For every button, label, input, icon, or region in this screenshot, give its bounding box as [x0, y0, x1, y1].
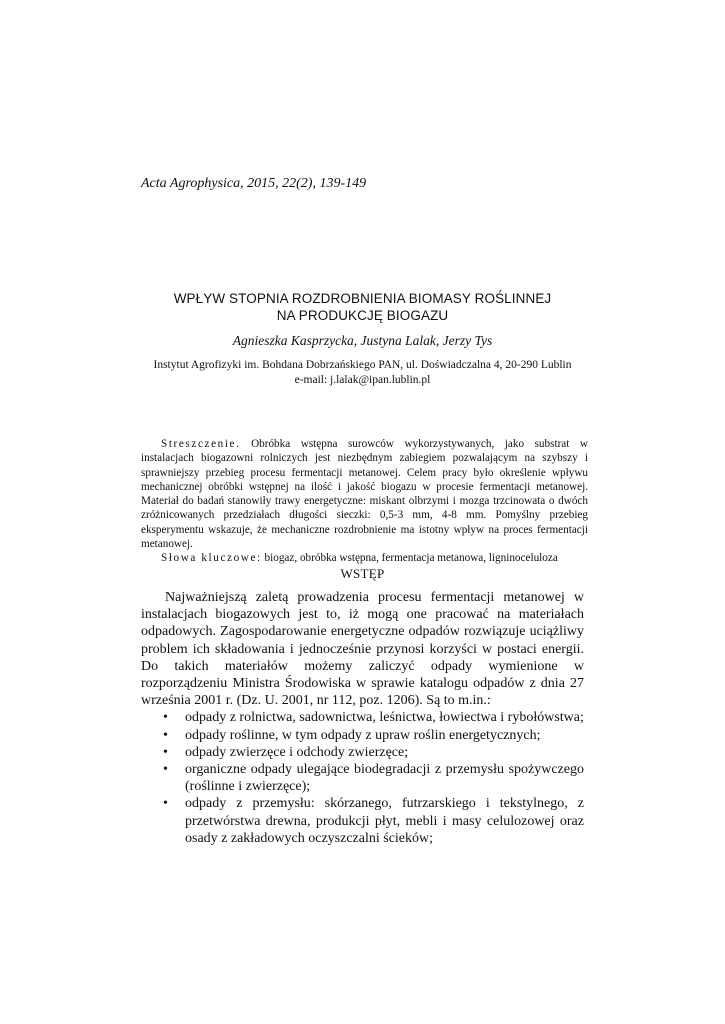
keywords-paragraph	[141, 551, 588, 565]
list-item-text: odpady z rolnictwa, sadownictwa, leśnictwa, łowiectwa i rybołówstwa;	[185, 710, 584, 726]
list-item-text: odpady zwierzęce i odchody zwierzęce;	[185, 744, 409, 760]
authors: Agnieszka Kasprzycka, Justyna Lalak, Jerzy Tys	[232, 333, 493, 348]
section-heading: WSTĘP	[340, 566, 385, 581]
journal-citation: Acta Agrophysica, 2015, 22(2), 139-149	[141, 176, 367, 191]
list-item	[141, 761, 584, 795]
title-line-2: NA PRODUKCJĘ BIOGAZU	[276, 308, 449, 323]
body-text	[141, 589, 584, 847]
bullet-icon: •	[163, 796, 168, 812]
bullet-icon: •	[163, 762, 168, 778]
list-item-text: odpady roślinne, w tym odpady z upraw roślin energetycznych;	[185, 727, 541, 743]
bullet-icon: •	[163, 710, 168, 726]
email: e-mail: j.lalak@ipan.lublin.pl	[294, 373, 431, 386]
intro-paragraph: Najważniejszą zaletą prowadzenia procesu fermentacji metanowej w instalacjach biogazowych jest to, iż mogą one pracować na materiałach odpadowych. Zagospodarowanie energetyczne odpadów rozwiązuje uciążliwy problem ich składowania i jednocześnie przynosi korzyści w postaci energii. Do takich materiałów możemy zaliczyć odpady wymienione w rozporządzeniu Ministra Środowiska w sprawie katalogu odpadów z dnia 27 września 2001 r. (Dz. U. 2001, nr 112, poz. 1206). Są to m.in.:	[141, 590, 584, 709]
list-item	[141, 727, 584, 744]
abstract	[141, 437, 588, 566]
list-item	[141, 795, 584, 847]
bullet-icon: •	[163, 727, 168, 743]
title-line-1: WPŁYW STOPNIA ROZDROBNIENIA BIOMASY ROŚLINNEJ	[173, 291, 552, 306]
list-item	[141, 744, 584, 761]
affiliation-block	[100, 358, 625, 387]
list-item-text: organiczne odpady ulegające biodegradacji z przemysłu spożywczego (roślinne i zwierzęce);	[185, 762, 584, 795]
abstract-label: Streszczenie.	[161, 438, 241, 450]
paper-title	[100, 290, 625, 324]
affiliation: Instytut Agrofizyki im. Bohdana Dobrzańskiego PAN, ul. Doświadczalna 4, 20-290 Lublin	[153, 359, 572, 371]
keywords-text: biogaz, obróbka wstępna, fermentacja metanowa, ligninoceluloza	[264, 552, 558, 565]
abstract-text: Obróbka wstępna surowców wykorzystywanych, jako substrat w instalacjach biogazowni rolniczych jest niezbędnym zabiegiem pozwalającym na szybszy i sprawniejszy przebieg procesu fermentacji metanowej. Celem pracy było określenie wpływu mechanicznej obróbki wstępnej na ilość i jakość biogazu w procesie fermentacji metanowej. Materiał do badań stanowiły trawy energetyczne: miskant olbrzymi i mozga trzcinowata o dwóch zróżnicowanych przedziałach długości sieczki: 0,5-3 mm, 4-8 mm. Pomyślny przebieg eksperymentu wskazuje, że mechaniczne rozdrobnienie ma istotny wpływ na proces fermentacji metanowej.	[141, 438, 588, 551]
list-item-text: odpady z przemysłu: skórzanego, futrzarskiego i tekstylnego, z przetwórstwa drewna, produkcji płyt, mebli i masy celulozowej oraz osady z zakładowych oczyszczalni ścieków;	[185, 796, 584, 846]
keywords-label: Słowa kluczowe:	[161, 552, 262, 565]
bullet-icon: •	[163, 744, 168, 760]
abstract-paragraph	[141, 437, 588, 551]
list-item	[141, 709, 584, 726]
waste-list	[141, 709, 584, 847]
